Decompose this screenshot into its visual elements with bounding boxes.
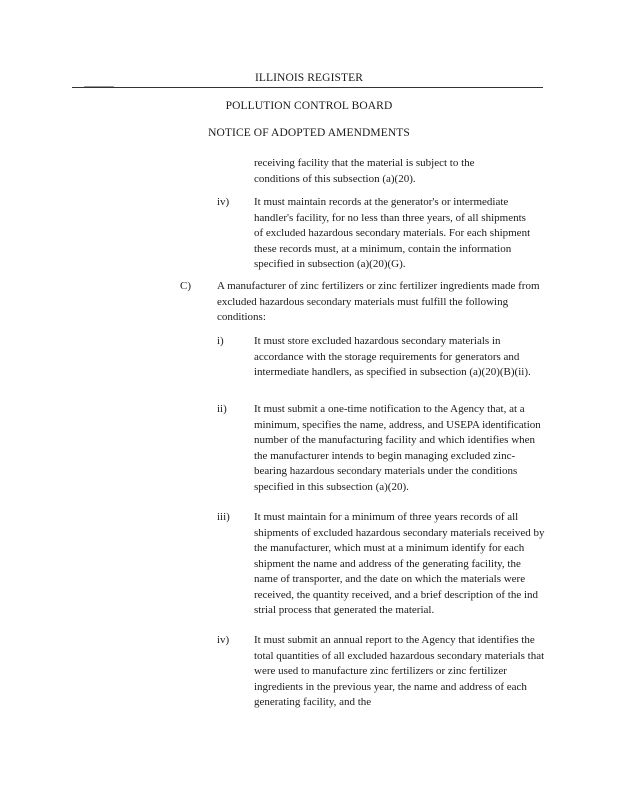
- item-iv-top-label: iv): [217, 196, 230, 208]
- item-ii-label: ii): [217, 403, 227, 415]
- item-iii-text: It must maintain for a minimum of three years records of all shipments of excluded hazardous secondary materials received by the manufacturer, which must at a minimum identify for each shipment the name and address of the generating facility, the name of transporter, and the date on which the materials were received, the quantity received, and a brief description of the ind strial process that generated the material.: [254, 511, 545, 616]
- section-c-label: C): [180, 280, 191, 292]
- item-iv-text: It must submit an annual report to the Agency that identifies the total quantities of all excluded hazardous secondary materials that were used to manufacture zinc fertilizers or zinc fertilizer ingredients in the previous year, the name and address of each generating facility, and the: [254, 634, 545, 708]
- item-i-text: It must store excluded hazardous secondary materials in accordance with the storage requirements for generators and intermediate handlers, as specified in subsection (a)(20)(B)(ii).: [254, 335, 531, 378]
- item-iv-label: iv): [217, 634, 230, 646]
- item-iii-label: iii): [217, 511, 230, 523]
- section-c-text: A manufacturer of zinc fertilizers or zinc fertilizer ingredients made from excluded hazardous secondary materials must fulfill the following conditions:: [217, 280, 540, 323]
- item-ii-text: It must submit a one-time notification to the Agency that, at a minimum, specifies the name, address, and USEPA identification number of the manufacturing facility and which identifies when the manufacturer intends to begin managing excluded zinc-bearing hazardous secondary materials under the conditions specified in this subsection (a)(20).: [254, 403, 541, 493]
- continuation-text: receiving facility that the material is subject to the conditions of this subsection (a)(20).: [254, 157, 475, 185]
- register-title: ILLINOIS REGISTER: [254, 72, 364, 84]
- header-rule: [72, 87, 543, 88]
- scan-artifact: [84, 86, 114, 87]
- item-iv-top-text: It must maintain records at the generator's or intermediate handler's facility, for no less than three years, of all shipments of excluded hazardous secondary materials. For each shipment these records must, at a minimum, contain the information specified in subsection (a)(20)(G).: [254, 196, 531, 270]
- item-i-label: i): [217, 335, 224, 347]
- board-title: POLLUTION CONTROL BOARD: [225, 100, 393, 112]
- notice-title: NOTICE OF ADOPTED AMENDMENTS: [208, 127, 410, 139]
